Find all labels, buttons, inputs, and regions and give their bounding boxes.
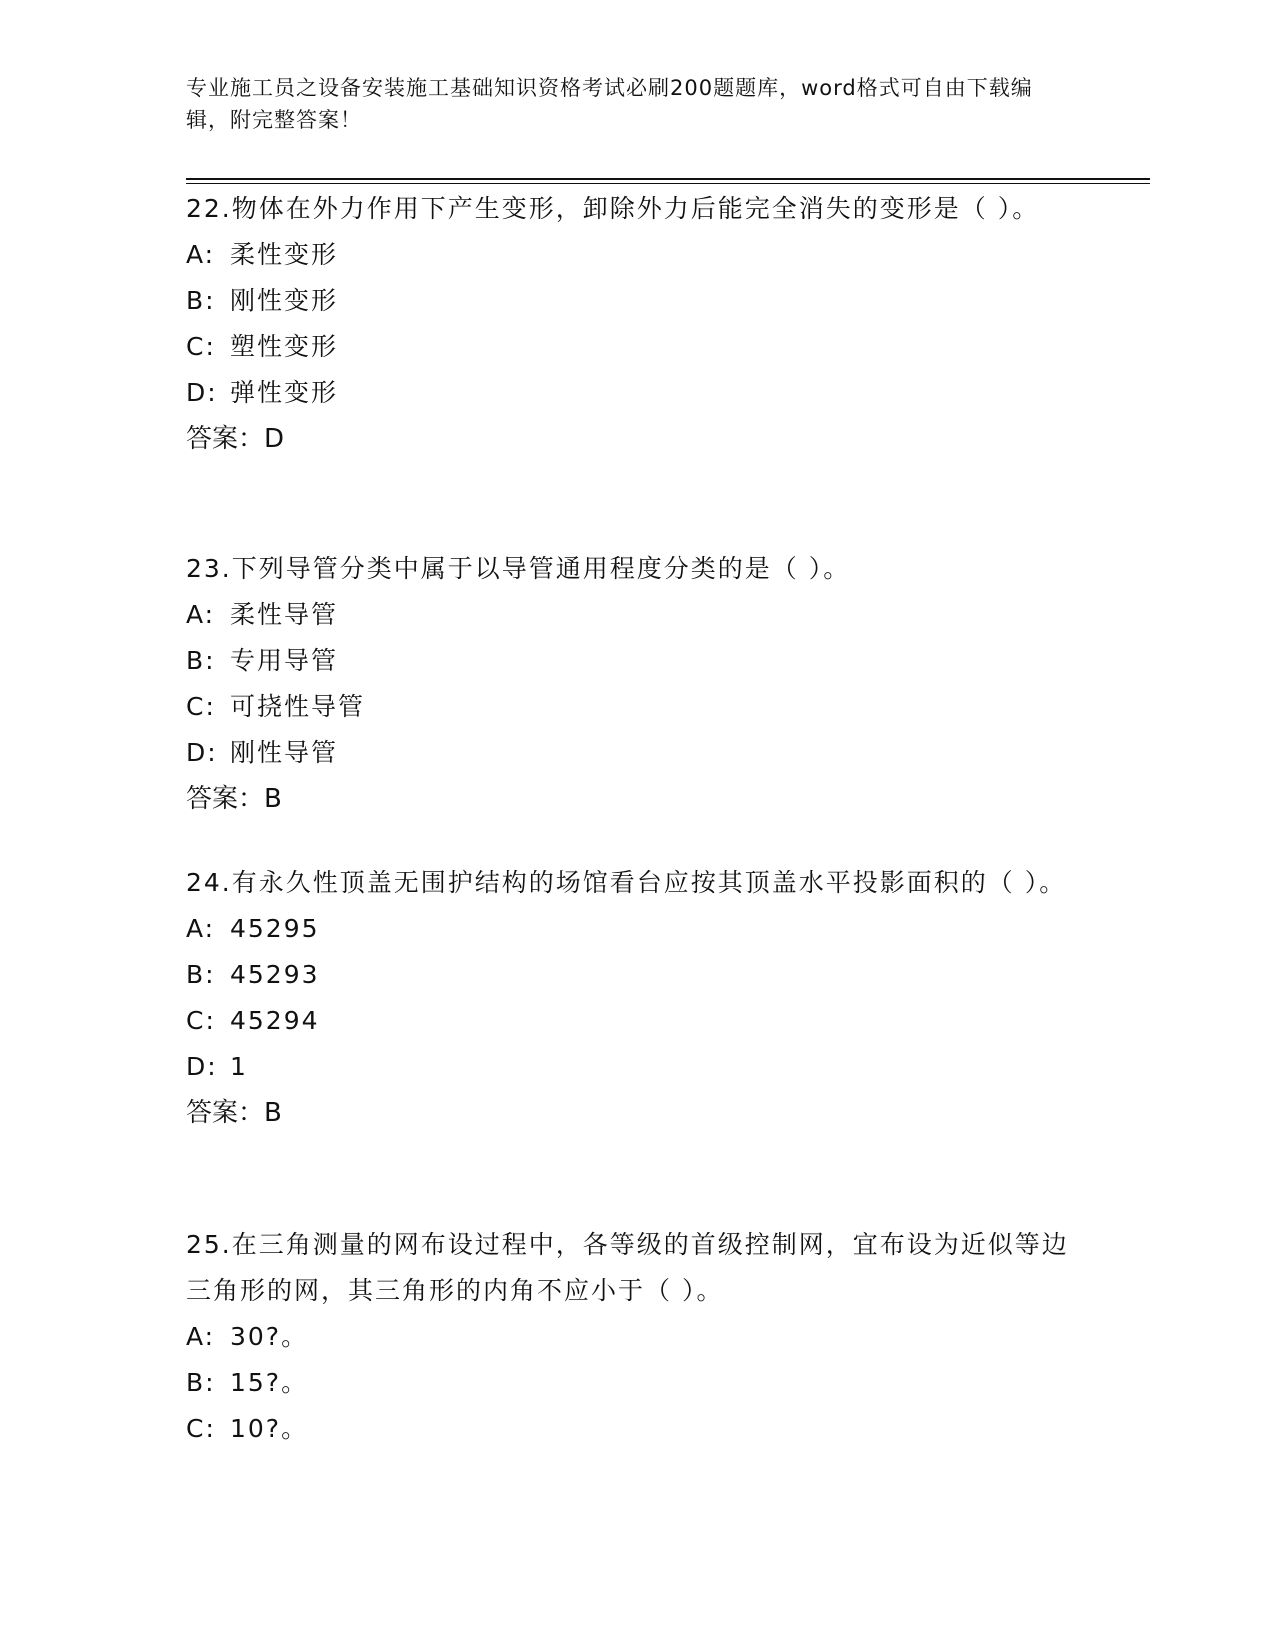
document-header: 专业施工员之设备安装施工基础知识资格考试必刷200题题库，word格式可自由下载编辑，附完整答案！	[186, 76, 1033, 132]
option-a	[186, 592, 1086, 638]
option-d	[186, 1044, 1086, 1090]
option-label: B:	[186, 646, 216, 675]
option-text: 45293	[230, 960, 320, 989]
option-b	[186, 278, 1086, 324]
question-stem: 22.物体在外力作用下产生变形，卸除外力后能完全消失的变形是（ ）。	[186, 194, 1040, 223]
option-b	[186, 638, 1086, 684]
option-label: D:	[186, 1052, 218, 1081]
option-text: 柔性导管	[230, 600, 339, 629]
option-text: 柔性变形	[230, 240, 339, 269]
option-text: 刚性导管	[230, 738, 339, 767]
option-label: A:	[186, 600, 216, 629]
option-text: 1	[230, 1052, 248, 1081]
option-a	[186, 906, 1086, 952]
header-rule-thin	[186, 183, 1150, 184]
option-d	[186, 730, 1086, 776]
question-24	[186, 860, 1086, 1136]
option-label: D:	[186, 378, 218, 407]
option-label: A:	[186, 914, 216, 943]
option-a	[186, 232, 1086, 278]
option-text: 弹性变形	[230, 378, 339, 407]
question-22	[186, 186, 1086, 462]
answer: 答案：D	[186, 424, 285, 454]
option-b	[186, 1360, 1086, 1406]
option-label: B:	[186, 960, 216, 989]
option-label: A:	[186, 240, 216, 269]
option-text: 45294	[230, 1006, 320, 1035]
question-stem: 24.有永久性顶盖无围护结构的场馆看台应按其顶盖水平投影面积的（ ）。	[186, 868, 1067, 897]
question-23	[186, 546, 1086, 822]
option-a	[186, 1314, 1086, 1360]
option-text: 专用导管	[230, 646, 339, 675]
option-label: A:	[186, 1322, 216, 1351]
question-25	[186, 1222, 1086, 1452]
option-d	[186, 370, 1086, 416]
option-text: 10?。	[230, 1414, 309, 1443]
answer: 答案：B	[186, 1098, 282, 1128]
option-c	[186, 998, 1086, 1044]
option-label: B:	[186, 1368, 216, 1397]
option-text: 塑性变形	[230, 332, 339, 361]
option-label: C:	[186, 1414, 216, 1443]
option-c	[186, 684, 1086, 730]
option-label: D:	[186, 738, 218, 767]
option-label: C:	[186, 692, 216, 721]
option-text: 30?。	[230, 1322, 309, 1351]
option-text: 15?。	[230, 1368, 309, 1397]
answer: 答案：B	[186, 784, 282, 814]
option-label: C:	[186, 332, 216, 361]
header-rule-thick	[186, 178, 1150, 180]
question-stem: 23.下列导管分类中属于以导管通用程度分类的是（ ）。	[186, 554, 851, 583]
question-stem: 25.在三角测量的网布设过程中，各等级的首级控制网，宜布设为近似等边三角形的网，其三角形的内角不应小于（ ）。	[186, 1230, 1069, 1305]
option-text: 可挠性导管	[230, 692, 366, 721]
option-b	[186, 952, 1086, 998]
option-label: B:	[186, 286, 216, 315]
option-text: 45295	[230, 914, 320, 943]
option-c	[186, 1406, 1086, 1452]
option-text: 刚性变形	[230, 286, 339, 315]
option-c	[186, 324, 1086, 370]
option-label: C:	[186, 1006, 216, 1035]
